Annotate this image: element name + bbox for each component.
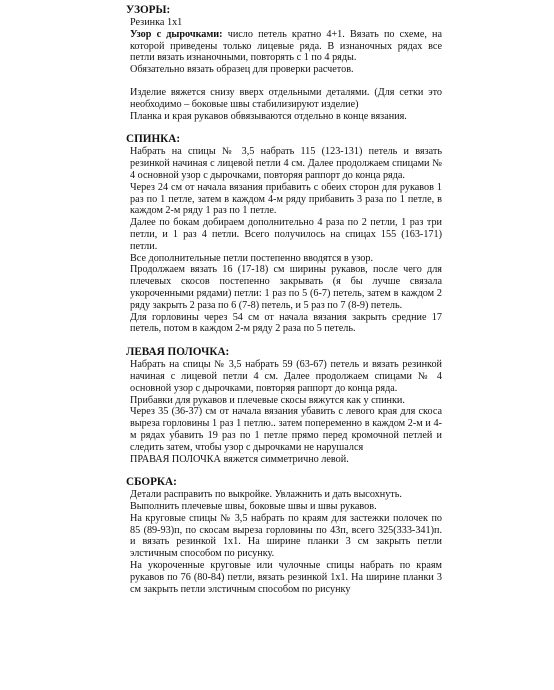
back-paragraph-4: Все дополнительные петли постепенно вводятся в узор. <box>130 252 374 264</box>
assembly-heading: СБОРКА: <box>126 476 177 489</box>
back-paragraph-5: Продолжаем вязать 16 (17-18) см ширины рукавов, после чего для плечевых скосов постепенно закрывать (я бы лучше связала укороченными рядами) петли: 1 раз по 5 (6-7) петель, затем в каждом 2 ряду закрыть 2 раза по 6 (7-8) петель, и 5 раз по 7 (8-9) петель. <box>130 264 442 311</box>
construction-note: Изделие вяжется снизу вверх отдельными деталями. (Для сетки это необходимо – боковые швы стабилизируют изделие) <box>130 86 442 110</box>
patterns-heading: УЗОРЫ: <box>126 4 171 16</box>
left-front-paragraph-1: Набрать на спицы № 3,5 набрать 59 (63-67) петель и вязать резинкой начиная с лицевой петли 4 см. Далее продолжаем спицами № 4 основной узор с дырочками, повторяя раппорт до конца ряда. <box>130 359 442 394</box>
back-paragraph-1: Набрать на спицы № 3,5 набрать 115 (123-131) петель и вязать резинкой начиная с лицевой петли 4 см. Далее продолжаем спицами № 4 основной узор с дырочками, повторяя раппорт до конца ряда. <box>130 146 442 181</box>
assembly-paragraph-4: На укороченные круговые или чулочные спицы набрать по краям рукавов по 76 (80-84) петли, вязать резинкой 1х1. На ширине планки 3 см закрыть петли элстичным способом по рисунку <box>130 560 442 595</box>
assembly-paragraph-3: На круговые спицы № 3,5 набрать по краям для застежки полочек по 85 (89-93)п, по скосам выреза горловины по 43п, всего 325(333-341)п. и вязать резинкой 1х1. На ширине планки 3 см закрыть петли элстичным способом по рисунку. <box>130 512 442 560</box>
edging-note: Планка и края рукавов обвязываются отдельно в конце вязания. <box>130 110 407 122</box>
left-front-heading: ЛЕВАЯ ПОЛОЧКА: <box>126 346 230 359</box>
lace-pattern-text: число петель кратно 4+1. Вязать по схеме, на которой приведены только лицевые ряда. В изнаночных рядах все петли вязать изнаночными, повторять с 1 по 4 ряды. <box>130 28 442 64</box>
gauge-note: Обязательно вязать образец для проверки расчетов. <box>130 64 354 76</box>
back-paragraph-6: Для горловины через 54 см от начала вязания закрыть средние 17 петель, потом в каждом 2-м ряду 2 раза по 5 петель. <box>130 311 442 335</box>
left-front-paragraph-2: Прибавки для рукавов и плечевые скосы вяжутся как у спинки. <box>130 394 405 406</box>
back-heading: СПИНКА: <box>126 133 181 146</box>
assembly-paragraph-1: Детали расправить по выкройке. Увлажнить и дать высохнуть. <box>130 489 402 501</box>
lace-pattern-description <box>126 29 442 64</box>
back-paragraph-2: Через 24 см от начала вязания прибавить с обеих сторон для рукавов 1 раз по 1 петле, затем в каждом 4-м ряду прибавить 3 раза по 1 петле, в каждом 2-м ряду 1 раз по 1 петле. <box>130 181 442 217</box>
left-front-paragraph-4: ПРАВАЯ ПОЛОЧКА вяжется симметрично левой. <box>130 453 349 465</box>
left-front-paragraph-3: Через 35 (36-37) см от начала вязания убавить с левого края для скоса выреза горловины 1 раз 1 петлю.. затем попеременно в каждом 2-м и 4-м рядах убавить 19 раз по 1 петле прямо перед кромочной петлей и следить затем, чтобы узор с дырочками не нарушался <box>130 406 442 453</box>
assembly-paragraph-2: Выполнить плечевые швы, боковые швы и швы рукавов. <box>130 501 377 513</box>
back-paragraph-3: Далее по бокам добираем дополнительно 4 раза по 2 петли, 1 раз три петли, и 1 раз 4 петли. Всего получилось на спицах 155 (163-171) петли. <box>130 217 442 252</box>
lace-pattern-label: Узор с дырочками: <box>130 28 223 40</box>
rib-pattern-name: Резинка 1х1 <box>130 17 183 28</box>
document-page <box>126 4 442 595</box>
